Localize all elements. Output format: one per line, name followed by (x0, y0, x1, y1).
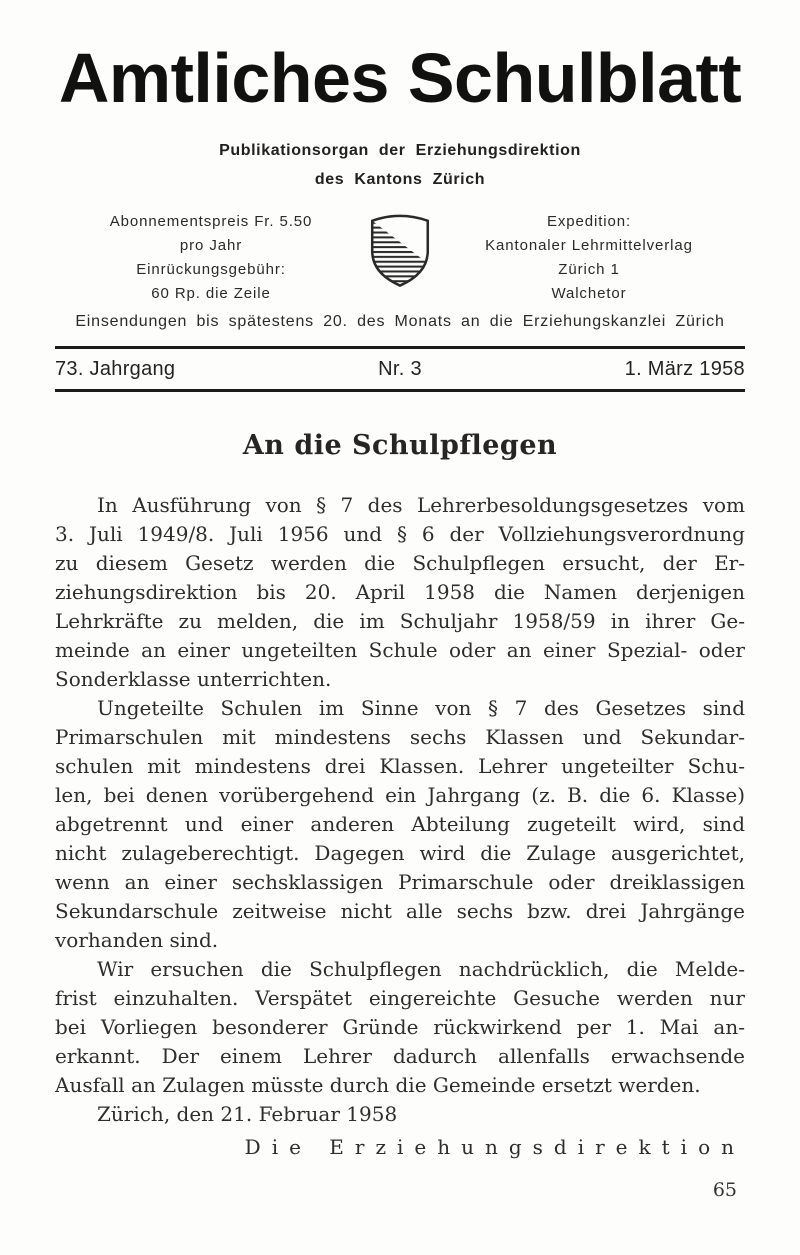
expedition-line: Walchetor (551, 285, 627, 302)
paragraph (55, 491, 745, 694)
text-line: 3. Juli 1949/8. Juli 1956 und § 6 der Vollziehungsverordnung (55, 522, 745, 546)
text-line: schulen mit mindestens drei Klassen. Lehrer ungeteilter Schu- (55, 754, 745, 778)
text-line: Sonderklasse unterrichten. (55, 667, 332, 691)
masthead-subtitle-line1: Publikationsorgan der Erziehungsdirektion (219, 142, 581, 159)
masthead-subtitle-line2: des Kantons Zürich (314, 171, 486, 188)
text-line: Ausfall an Zulagen müsste durch die Gemeinde ersetzt werden. (55, 1073, 701, 1097)
text-line: frist einzuhalten. Verspätet eingereichte Gesuche werden nur (55, 986, 745, 1010)
text-line: Primarschulen mit mindestens sechs Klassen und Sekundar- (55, 725, 745, 749)
text-line: Lehrkräfte zu melden, die im Schuljahr 1958/59 in ihrer Ge- (55, 609, 745, 633)
text-line: len, bei denen vorübergehend ein Jahrgang (z. B. die 6. Klasse) (55, 783, 745, 807)
subscription-info (55, 210, 367, 306)
text-line: In Ausführung von § 7 des Lehrerbesoldungsgesetzes vom (97, 493, 745, 517)
expedition-info (433, 210, 745, 306)
text-line: ziehungsdirektion bis 20. April 1958 die Namen derjenigen (55, 580, 745, 604)
expedition-line: Expedition: (546, 213, 632, 230)
signature: Die Erziehungsdirektion (244, 1135, 745, 1159)
paragraph (55, 955, 745, 1100)
text-line: Wir ersuchen die Schulpflegen nachdrücklich, die Melde- (97, 957, 745, 981)
text-line: wenn an einer sechsklassigen Primarschule oder dreiklassigen (55, 870, 745, 894)
text-line: abgetrennt und einer anderen Abteilung zugeteilt wird, sind (55, 812, 745, 836)
text-line: Sekundarschule zeitweise nicht alle sechs bzw. drei Jahrgänge (55, 899, 745, 923)
masthead-title: Amtliches Schulblatt (58, 39, 742, 117)
subscription-line: Einrückungsgebühr: (136, 261, 286, 278)
issue-row (55, 349, 745, 389)
text-line: nicht zulageberechtigt. Dagegen wird die Zulage ausgerichtet, (55, 841, 745, 865)
subscription-line: 60 Rp. die Zeile (151, 285, 271, 302)
expedition-line: Kantonaler Lehrmittelverlag (485, 237, 693, 254)
expedition-line: Zürich 1 (558, 261, 620, 278)
paragraph (55, 694, 745, 955)
text-line: meinde an einer ungeteilten Schule oder an einer Spezial- oder (55, 638, 745, 662)
text-line: Ungeteilte Schulen im Sinne von § 7 des Gesetzes sind (97, 696, 745, 720)
page-number: 65 (712, 1179, 737, 1201)
text-line: bei Vorliegen besonderer Gründe rückwirkend per 1. Mai an- (55, 1015, 745, 1039)
issue-date: 1. März 1958 (624, 358, 745, 380)
subscription-line: Abonnementspreis Fr. 5.50 (109, 213, 313, 230)
zurich-coat-of-arms-icon (367, 210, 433, 288)
divider-rule-bottom (55, 389, 745, 392)
article-body (55, 491, 745, 1100)
text-line: zu diesem Gesetz werden die Schulpflegen ersucht, der Er- (55, 551, 745, 575)
text-line: erkannt. Der einem Lehrer dadurch allenfalls erwachsende (55, 1044, 745, 1068)
submission-note: Einsendungen bis spätestens 20. des Monats an die Erziehungskanzlei Zürich (75, 313, 725, 330)
dateline: Zürich, den 21. Februar 1958 (97, 1102, 398, 1126)
subscription-line: pro Jahr (179, 237, 243, 254)
text-line: vorhanden sind. (55, 928, 219, 952)
volume-label: 73. Jahrgang (55, 358, 176, 380)
issue-number: Nr. 3 (378, 358, 422, 380)
masthead-info-row (55, 210, 745, 306)
article-heading: An die Schulpflegen (242, 430, 558, 461)
